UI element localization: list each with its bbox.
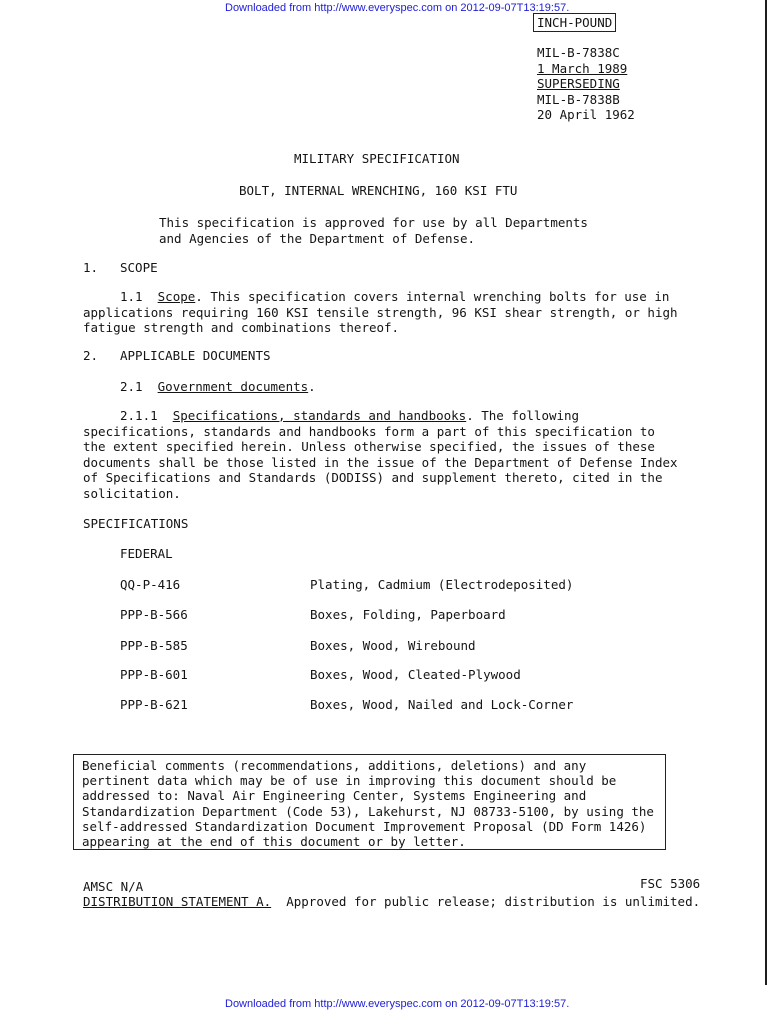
doc-number: MIL-B-7838C [537, 45, 620, 60]
approval-statement [159, 215, 588, 246]
beneficial-comments-box: Beneficial comments (recommendations, additions, deletions) and any pertinent data which may be of use in improving this document should be addressed to: Naval Air Engineering Center, Systems Engineering and Standardization Department (Code 53), Lakehurst, NJ 08733-5100, by using the self-addressed Standardization Document Improvement Proposal (DD Form 1426) appearing at the end of this document or by letter. [73, 754, 666, 850]
fsc-label: FSC 5306 [640, 876, 701, 891]
paragraph-2-1-number: 2.1 [120, 379, 143, 394]
distribution-statement [83, 894, 700, 909]
paragraph-2-1-tail: . [308, 379, 316, 394]
paragraph-1-1-title: Scope [157, 289, 196, 304]
inch-pound-label: INCH-POUND [533, 13, 616, 32]
distribution-text: Approved for public release; distribution is unlimited. [286, 894, 701, 909]
paragraph-1-1-number: 1.1 [120, 289, 143, 304]
approval-line-2: and Agencies of the Department of Defense. [159, 230, 476, 246]
download-banner-top[interactable]: Downloaded from http://www.everyspec.com on 2012-09-07T13:19:57. [225, 2, 570, 14]
superseded-number: MIL-B-7838B [537, 91, 620, 107]
spec-item-title: BOLT, INTERNAL WRENCHING, 160 KSI FTU [239, 183, 518, 198]
spec-code: PPP-B-566 [120, 607, 188, 622]
paragraph-2-1 [120, 379, 316, 394]
scan-edge-line [765, 0, 767, 985]
spec-code: PPP-B-601 [120, 667, 188, 682]
spec-type-title: MILITARY SPECIFICATION [294, 151, 460, 166]
distribution-label: DISTRIBUTION STATEMENT A. [83, 894, 272, 909]
spec-code: PPP-B-585 [120, 638, 188, 653]
section-2-heading: APPLICABLE DOCUMENTS [120, 348, 271, 363]
document-id-block [537, 45, 635, 123]
spec-title: Boxes, Wood, Wirebound [310, 638, 476, 653]
paragraph-2-1-1 [83, 408, 683, 501]
spec-code: QQ-P-416 [120, 577, 181, 592]
paragraph-1-1 [83, 289, 683, 336]
spec-code: PPP-B-621 [120, 697, 188, 712]
spec-title: Boxes, Wood, Nailed and Lock-Corner [310, 697, 574, 712]
doc-date: 1 March 1989 [537, 60, 628, 76]
paragraph-1-1-text: . This specification covers internal wrenching bolts for use in applications requiring 160 KSI tensile strength, 96 KSI shear strength, or high fatigue strength and combinations thereof. [83, 289, 678, 335]
paragraph-2-1-1-text: . The following specifications, standards and handbooks form a part of this specification to the extent specified herein. Unless otherwise specified, the issues of these documents shall be those listed in the issue of the Department of Defense Index of Specifications and Standards (DODISS) and supplement thereto, cited in the solicitation. [83, 408, 678, 501]
paragraph-2-1-1-title: Specifications, standards and handbooks [172, 408, 467, 423]
paragraph-2-1-1-number: 2.1.1 [120, 408, 158, 423]
federal-subheading: FEDERAL [120, 546, 173, 561]
specifications-heading: SPECIFICATIONS [83, 516, 189, 531]
amsc-label: AMSC N/A [83, 879, 144, 894]
spec-title: Plating, Cadmium (Electrodeposited) [310, 577, 574, 592]
section-1-number: 1. [83, 260, 99, 275]
section-2-number: 2. [83, 348, 99, 363]
download-banner-bottom[interactable]: Downloaded from http://www.everyspec.com on 2012-09-07T13:19:57. [225, 998, 570, 1010]
spec-title: Boxes, Wood, Cleated-Plywood [310, 667, 521, 682]
approval-line-1: This specification is approved for use by all Departments [159, 215, 588, 230]
paragraph-2-1-title: Government documents [157, 379, 309, 394]
superseded-date: 20 April 1962 [537, 107, 635, 122]
superseding-label: SUPERSEDING [537, 76, 620, 91]
section-1-heading: SCOPE [120, 260, 158, 275]
spec-title: Boxes, Folding, Paperboard [310, 607, 506, 622]
